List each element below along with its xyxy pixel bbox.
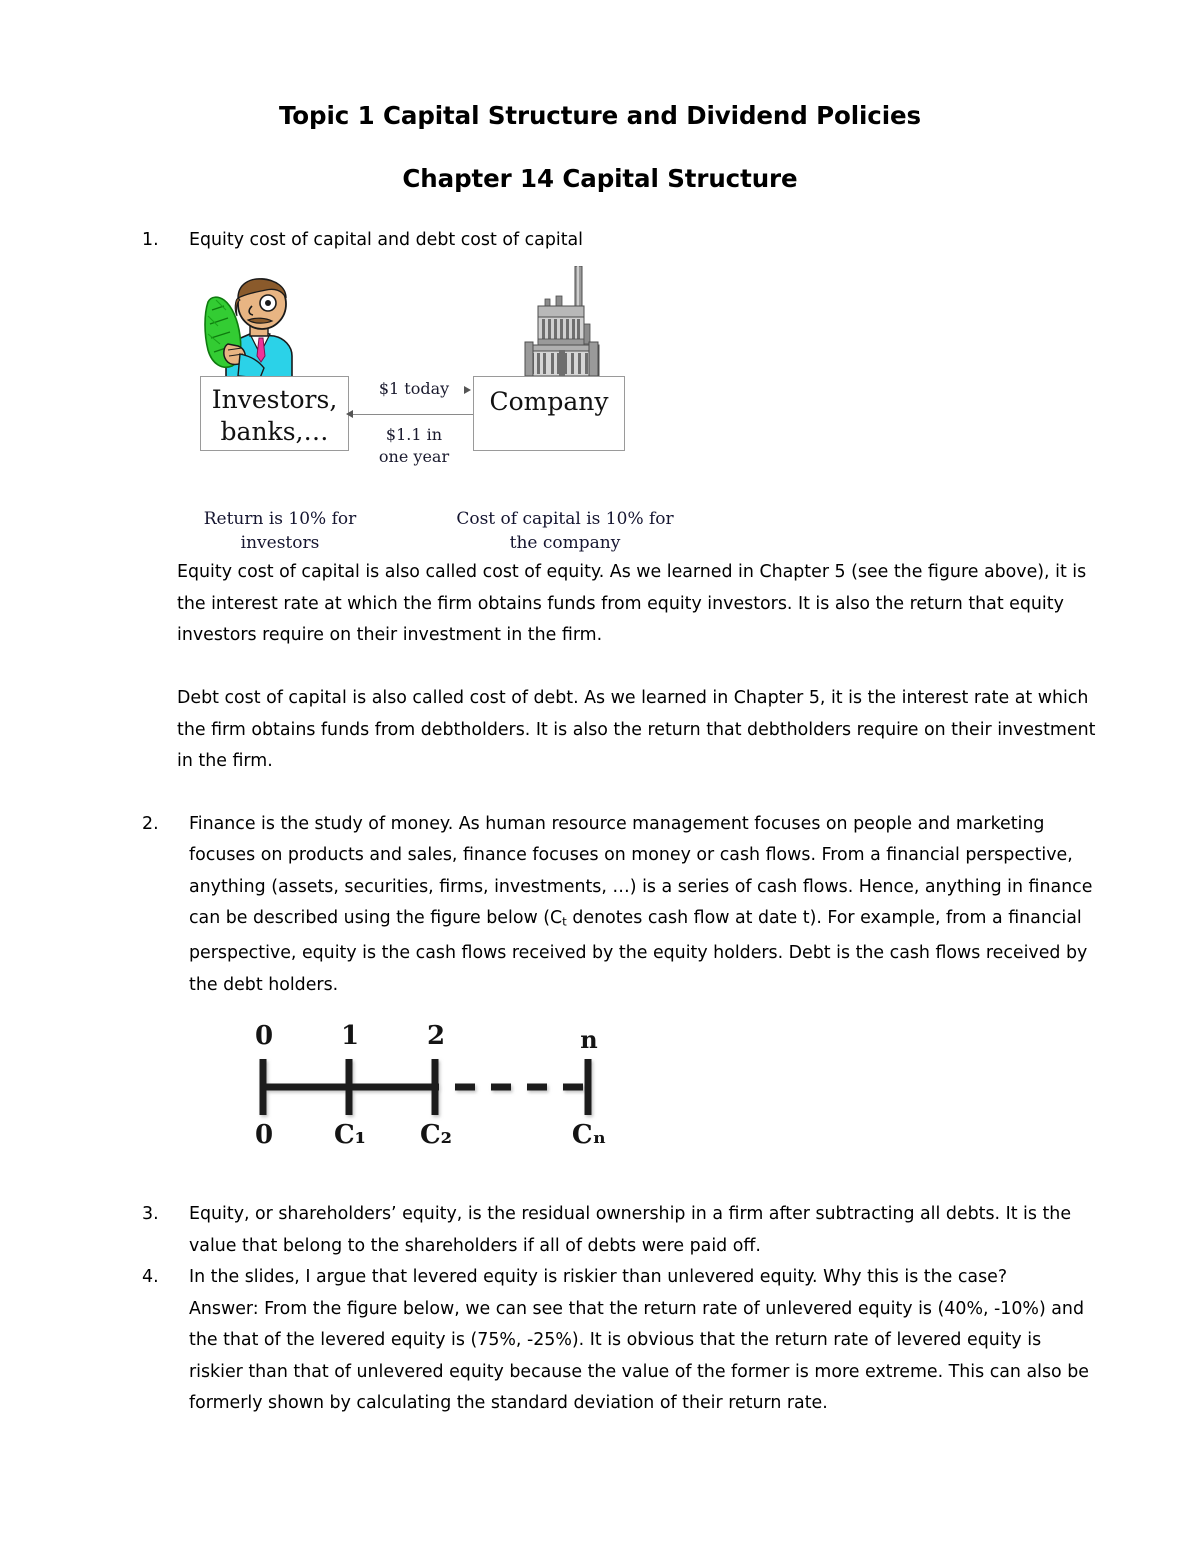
list-item-4 xyxy=(142,1262,1100,1420)
list-marker-3: 3. xyxy=(142,1204,159,1225)
page-subtitle: Chapter 14 Capital Structure xyxy=(402,164,798,194)
list-item-2-text xyxy=(189,809,1100,1002)
investor-with-money-icon xyxy=(202,276,300,381)
caption-right-line1: Cost of capital is 10% for xyxy=(456,509,674,530)
connector-line xyxy=(349,414,473,415)
paragraph-spacer xyxy=(177,652,1100,684)
flow-label-return-one-year xyxy=(359,424,469,468)
item-2-text-part2: denotes cash flow at date t). For example, from a financial perspective, equity is the cash flows received by the equity holders. Debt is the cash flows received by the debt holders. xyxy=(189,908,1088,995)
list-item-1-heading: Equity cost of capital and debt cost of capital xyxy=(189,229,584,250)
item-1-paragraph-2: Debt cost of capital is also called cost of debt. As we learned in Chapter 5, it is the interest rate at which the firm obtains funds from debtholders. It is also the return that debtholders require on their investment in the firm. xyxy=(177,688,1096,772)
list-marker-4: 4. xyxy=(142,1267,159,1288)
flow-label-line2: one year xyxy=(378,447,450,467)
flow-label-line1: $1.1 in xyxy=(385,425,443,445)
timeline-bottom-label-c2: C₂ xyxy=(419,1120,453,1151)
item-2-text-part1: Finance is the study of money. As human resource management focuses on people and marketing focuses on products and sales, finance focuses on money or cash flows. From a financial perspective, anything (assets, securities, firms, investments, …) is a series of cash flows. Hence, anything in finance can be described using the figure below (C xyxy=(189,813,1093,929)
timeline-top-label-2: 2 xyxy=(426,1021,446,1052)
item-2-subscript: t xyxy=(562,914,567,929)
item-1-paragraph-1: Equity cost of capital is also called cost of equity. As we learned in Chapter 5 (see the figure above), it is the interest rate at which the firm obtains funds from equity investors. It is also the return that equity investors require on their investment in the firm. xyxy=(177,562,1087,646)
list-item-3 xyxy=(142,1199,1100,1262)
timeline-top-label-1: 1 xyxy=(340,1021,360,1052)
caption-return-investors xyxy=(190,507,370,555)
arrowhead-to-investors-icon xyxy=(346,410,353,418)
item-1-body xyxy=(177,557,1100,778)
page-title: Topic 1 Capital Structure and Dividend Policies xyxy=(278,101,922,130)
list-item-4-answer: Answer: From the figure below, we can see that the return rate of unlevered equity is (40%, -10%) and the that of the levered equity is (75%, -25%). It is obvious that the return rate of levered equity is riskier than that of unlevered equity because the value of the former is more extreme. This can also be formerly shown by calculating the standard deviation of their return rate. xyxy=(189,1298,1089,1414)
list-item-2 xyxy=(142,809,1100,1002)
company-box xyxy=(473,376,625,451)
figure-investors-company xyxy=(180,262,740,562)
timeline-top-label-n: n xyxy=(580,1025,598,1055)
company-box-label: Company xyxy=(489,387,609,417)
list-item-4-question: In the slides, I argue that levered equity is riskier than unlevered equity. Why this is the case? xyxy=(189,1267,1008,1288)
caption-left-line1: Return is 10% for xyxy=(203,509,357,530)
list-marker-1: 1. xyxy=(142,229,159,250)
caption-right-line2: the company xyxy=(509,533,621,554)
flow-label-one-dollar-today: $1 today xyxy=(378,379,450,399)
investors-box xyxy=(200,376,349,451)
list-marker-2: 2. xyxy=(142,813,159,834)
factory-building-icon xyxy=(521,266,607,381)
timeline-bottom-label-cn: Cₙ xyxy=(571,1120,607,1151)
timeline-top-label-0: 0 xyxy=(254,1021,274,1052)
timeline-bottom-label-c1: C₁ xyxy=(333,1120,367,1151)
list-item-3-text: Equity, or shareholders’ equity, is the residual ownership in a firm after subtracting all debts. It is the value that belong to the shareholders if all of debts were paid off. xyxy=(189,1204,1072,1256)
investors-box-line1: Investors, xyxy=(211,385,338,415)
list-item-1 xyxy=(142,225,1100,257)
caption-left-line2: investors xyxy=(240,533,320,554)
timeline-bottom-label-0: 0 xyxy=(254,1120,274,1151)
investors-box-line2: banks,… xyxy=(220,417,329,447)
figure-cashflow-timeline xyxy=(222,1019,642,1169)
caption-cost-of-capital-company xyxy=(455,507,675,555)
